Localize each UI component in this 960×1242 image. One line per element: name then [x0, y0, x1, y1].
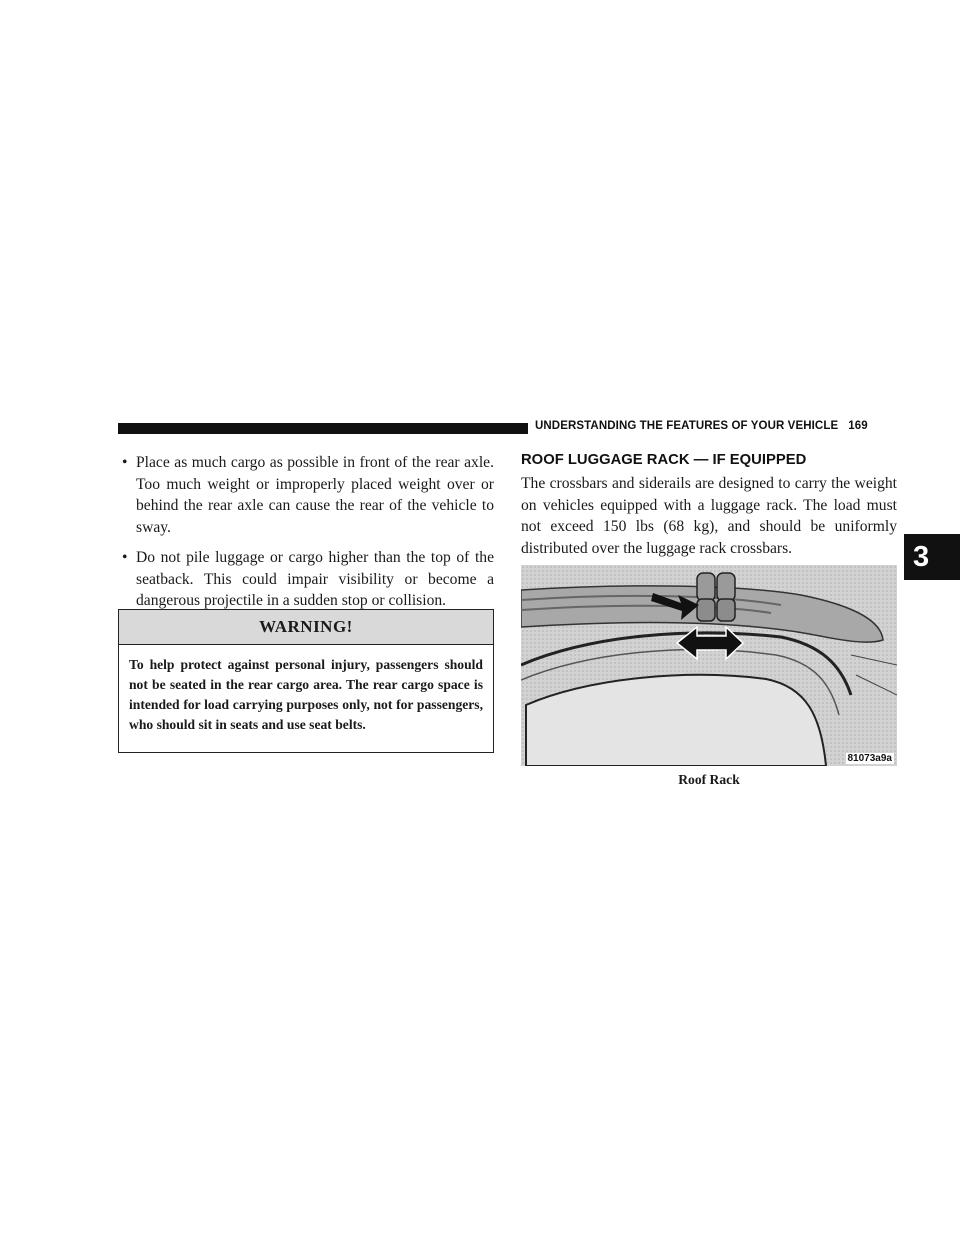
chapter-tab: 3	[904, 534, 960, 580]
bullet-text: Place as much cargo as possible in front of the rear axle. Too much weight or improperly placed weight over or behind the rear axle can cause the rear of the vehicle to sway.	[136, 454, 494, 536]
bullet-text: Do not pile luggage or cargo higher than the top of the seatback. This could impair visibility or become a dangerous projectile in a sudden stop or collision.	[136, 549, 494, 609]
warning-text: To help protect against personal injury, passengers should not be seated in the rear cargo area. The rear cargo space is intended for load carrying purposes only, not for passengers, who should sit in seats and use seat belts.	[129, 657, 483, 732]
running-header	[535, 420, 868, 432]
warning-box	[118, 609, 494, 753]
header-title: UNDERSTANDING THE FEATURES OF YOUR VEHICLE	[535, 420, 839, 432]
list-item	[118, 547, 494, 612]
page-number: 169	[848, 420, 868, 432]
section-title: ROOF LUGGAGE RACK — IF EQUIPPED	[521, 452, 807, 468]
roof-rack-drawing	[521, 565, 897, 766]
figure-caption: Roof Rack	[678, 772, 740, 787]
section-body: The crossbars and siderails are designed to carry the weight on vehicles equipped with a luggage rack. The load must not exceed 150 lbs (68 kg), and should be uniformly distributed over the luggage rack crossbars.	[521, 475, 897, 557]
warning-heading: WARNING!	[119, 610, 493, 645]
bullet-icon: •	[122, 454, 128, 471]
figure-code: 81073a9a	[847, 753, 892, 764]
header-rule	[118, 423, 528, 434]
cargo-bullet-list	[118, 452, 494, 621]
list-item	[118, 452, 494, 538]
roof-rack-illustration	[521, 565, 897, 766]
bullet-icon: •	[122, 549, 128, 566]
